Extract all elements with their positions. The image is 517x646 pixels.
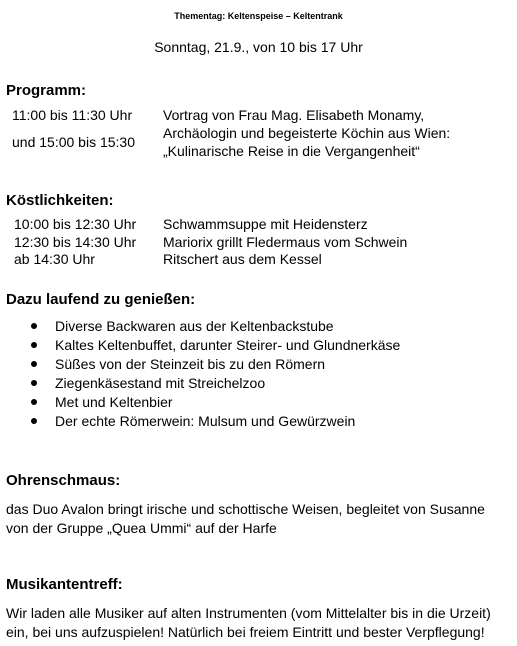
document-subtitle: Sonntag, 21.9., von 10 bis 17 Uhr bbox=[154, 39, 363, 55]
bullet-dot bbox=[31, 380, 37, 386]
laufend-item-2: Kaltes Keltenbuffet, darunter Steirer- und Glundnerkäse bbox=[55, 337, 401, 353]
koestlichkeiten-item-2: Mariorix grillt Fledermaus vom Schwein bbox=[163, 234, 408, 250]
programm-time-1: 11:00 bis 11:30 Uhr bbox=[12, 107, 133, 123]
programm-time-2: und 15:00 bis 15:30 bbox=[12, 134, 135, 150]
koestlichkeiten-time-3: ab 14:30 Uhr bbox=[14, 251, 95, 267]
bullet-dot bbox=[31, 418, 37, 424]
programm-description-line-2: Archäologin und begeisterte Köchin aus Wien: bbox=[163, 125, 451, 141]
laufend-item-3: Süßes von der Steinzeit bis zu den Römern bbox=[55, 356, 326, 372]
musikantentreff-heading: Musikantentreff: bbox=[6, 576, 123, 593]
musikantentreff-line-2: ein, bei uns aufzuspielen! Natürlich bei freiem Eintritt und bester Verpflegung! bbox=[6, 624, 485, 640]
bullet-dot bbox=[31, 399, 37, 405]
koestlichkeiten-item-3: Ritschert aus dem Kessel bbox=[163, 251, 322, 267]
laufend-item-1: Diverse Backwaren aus der Keltenbackstube bbox=[55, 318, 334, 334]
bullet-dot bbox=[31, 342, 37, 348]
document-title: Thementag: Keltenspeise – Keltentrank bbox=[174, 11, 343, 21]
ohrenschmaus-line-1: das Duo Avalon bringt irische und schottische Weisen, begleitet von Susanne bbox=[6, 501, 485, 517]
ohrenschmaus-heading: Ohrenschmaus: bbox=[6, 472, 121, 489]
laufend-item-6: Der echte Römerwein: Mulsum und Gewürzwein bbox=[55, 413, 356, 429]
musikantentreff-line-1: Wir laden alle Musiker auf alten Instrumenten (vom Mittelalter bis in die Urzeit) bbox=[6, 605, 491, 621]
koestlichkeiten-heading: Köstlichkeiten: bbox=[6, 192, 114, 209]
programm-description-line-3: „Kulinarische Reise in die Vergangenheit“ bbox=[163, 143, 420, 159]
laufend-item-4: Ziegenkäsestand mit Streichelzoo bbox=[55, 375, 266, 391]
koestlichkeiten-item-1: Schwammsuppe mit Heidensterz bbox=[163, 216, 368, 232]
koestlichkeiten-time-1: 10:00 bis 12:30 Uhr bbox=[14, 216, 137, 232]
programm-heading: Programm: bbox=[6, 82, 87, 99]
bullet-dot bbox=[31, 323, 37, 329]
bullet-dot bbox=[31, 361, 37, 367]
laufend-heading: Dazu laufend zu genießen: bbox=[6, 291, 196, 308]
programm-description-line-1: Vortrag von Frau Mag. Elisabeth Monamy, bbox=[163, 107, 425, 123]
laufend-item-5: Met und Keltenbier bbox=[55, 394, 173, 410]
koestlichkeiten-time-2: 12:30 bis 14:30 Uhr bbox=[14, 234, 137, 250]
ohrenschmaus-line-2: von der Gruppe „Quea Ummi“ auf der Harfe bbox=[6, 520, 277, 536]
